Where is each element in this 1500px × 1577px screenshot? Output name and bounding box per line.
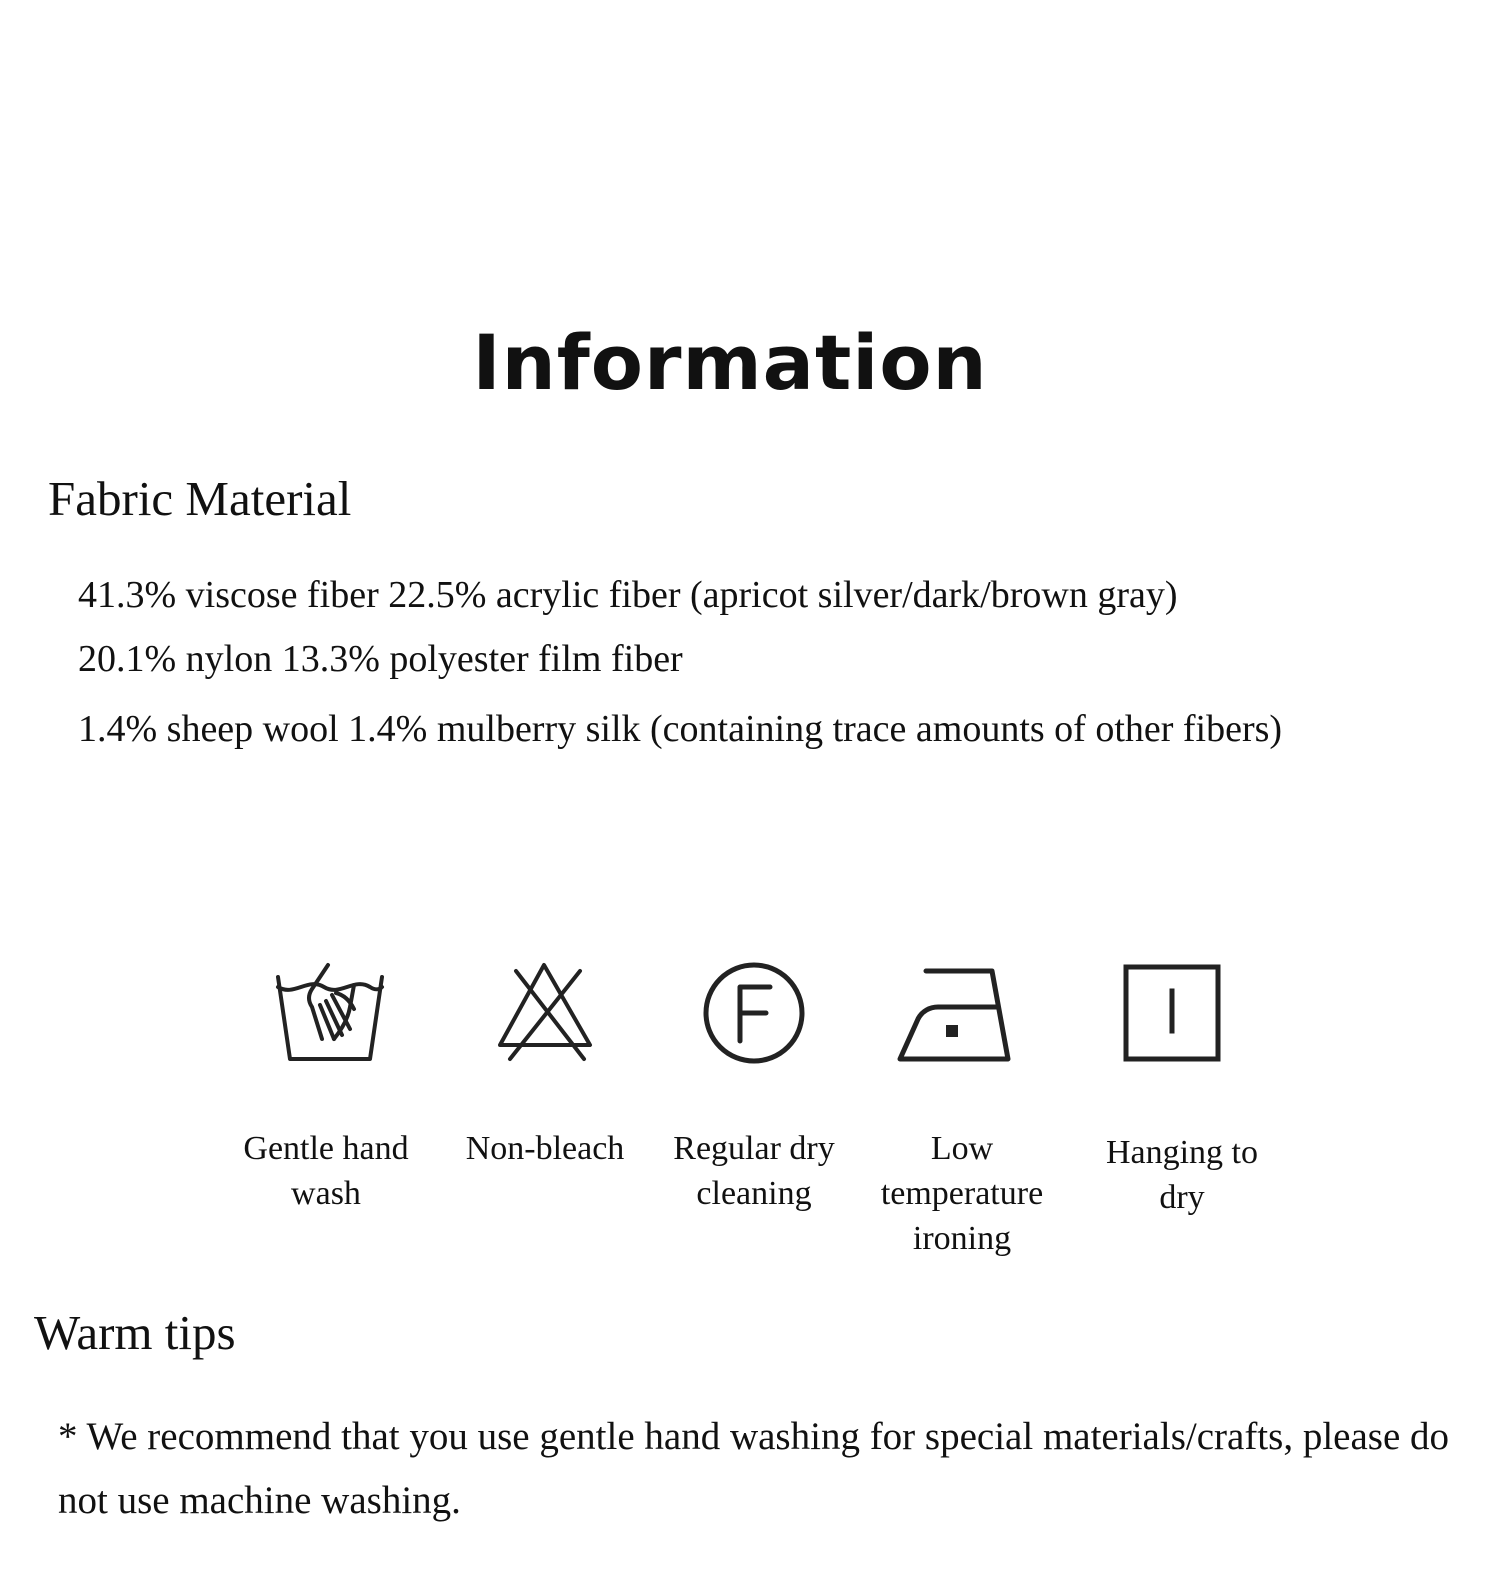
low-temp-iron-icon [896, 955, 1016, 1070]
no-bleach-icon [486, 955, 606, 1070]
page-title: Information [472, 318, 988, 407]
care-label-hang-dry: Hanging to dry [1105, 1134, 1259, 1216]
fabric-material-heading: Fabric Material [48, 471, 352, 526]
care-label-dry-cleaning: Regular dry cleaning [673, 1130, 835, 1212]
care-label-hand-wash: Gentle hand wash [243, 1130, 409, 1212]
warm-tips-heading: Warm tips [34, 1305, 236, 1360]
hand-wash-icon [270, 955, 390, 1070]
warm-tips-text: * We recommend that you use gentle hand washing for special materials/crafts, please do not use machine washing. [58, 1415, 1450, 1522]
fabric-composition-line: 41.3% viscose fiber 22.5% acrylic fiber (apricot silver/dark/brown gray) [78, 574, 1178, 616]
care-label-ironing: Low temperature ironing [880, 1130, 1044, 1257]
line-dry-icon [1112, 955, 1232, 1070]
fabric-composition-line: 20.1% nylon 13.3% polyester film fiber [78, 638, 683, 680]
care-label-non-bleach: Non-bleach [465, 1130, 625, 1167]
fabric-composition-line: 1.4% sheep wool 1.4% mulberry silk (containing trace amounts of other fibers) [78, 708, 1283, 750]
dry-clean-f-icon [694, 955, 814, 1070]
